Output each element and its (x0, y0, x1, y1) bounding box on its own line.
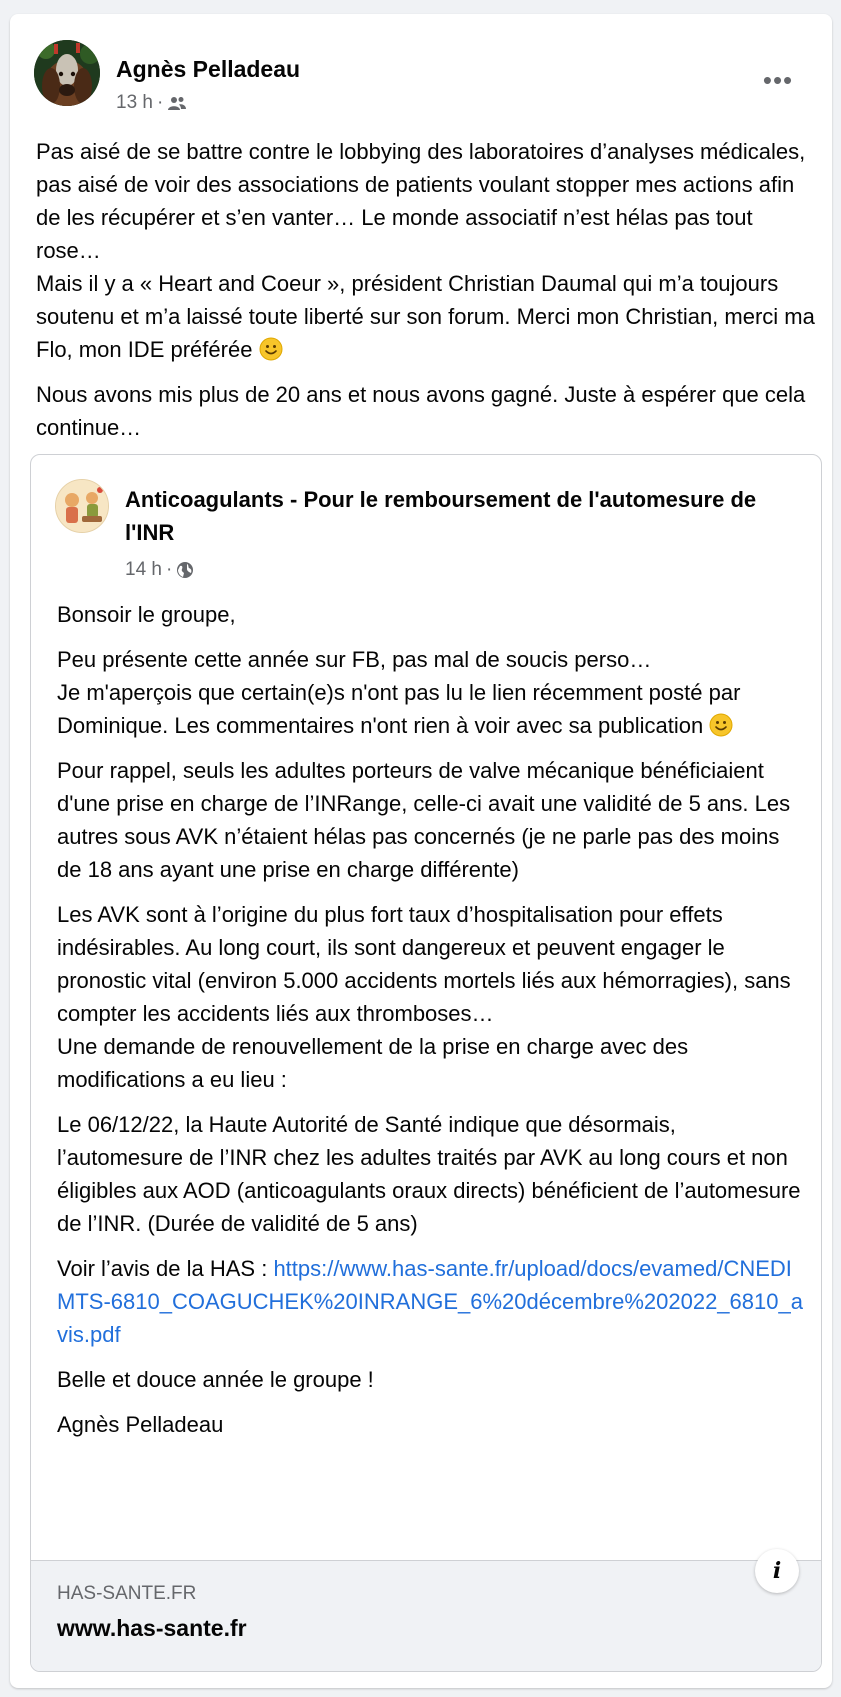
has-document-link[interactable]: https://www.has-sante.fr/upload/docs/evamed/CNEDIMTS-6810_COAGUCHEK%20INRANGE_6%20décembre%202022_6810_avis.pdf (57, 1256, 803, 1347)
shared-text-line: Les AVK sont à l’origine du plus fort taux d’hospitalisation pour effets indésirables. Au long court, ils sont dangereux et peuvent engager le pronostic vital (environ 5.000 accidents mortels liés aux hémorragies), sans compter les accidents liés aux thromboses… (57, 902, 791, 1026)
shared-post[interactable] (30, 454, 822, 1672)
meta-separator: · (156, 92, 164, 113)
post-body (36, 135, 816, 456)
post-header (34, 40, 812, 112)
shared-paragraph: Le 06/12/22, la Haute Autorité de Santé indique que désormais, l’automesure de l’INR chez les adultes traités par AVK au long cours et non éligibles aux AOD (anticoagulants oraux directs) bénéficient de l’automesure de l’INR. (Durée de validité de 5 ans) (57, 1112, 801, 1236)
shared-post-time[interactable]: 14 h (125, 559, 162, 580)
author-name[interactable]: Agnès Pelladeau (116, 56, 301, 82)
info-icon: i (772, 1558, 782, 1584)
shared-paragraph: Pour rappel, seuls les adultes porteurs de valve mécanique bénéficiaient d'une prise en charge de l’INRange, celle-ci avait une validité de 5 ans. Les autres sous AVK n’étaient hélas pas concernés (je ne parle pas des moins de 18 ans ayant une prise en charge différente) (57, 758, 791, 882)
post-paragraph (36, 378, 816, 444)
info-button[interactable] (755, 1549, 799, 1593)
link-preview-card[interactable] (31, 1560, 821, 1671)
post-paragraph (36, 135, 816, 366)
smile-emoji-icon (259, 337, 283, 361)
shared-text-line: Je m'aperçois que certain(e)s n'ont pas lu le lien récemment posté par Dominique. Les commentaires n'ont rien à voir avec sa publication (57, 680, 741, 738)
link-prefix: Voir l’avis de la HAS : (57, 1256, 274, 1281)
shared-post-header (55, 479, 801, 579)
dog-avatar-icon (34, 40, 100, 106)
link-domain: HAS-SANTE.FR (57, 1583, 197, 1604)
friends-icon[interactable] (167, 95, 187, 111)
post-text-line: Mais il y a « Heart and Coeur », président Christian Daumal qui m’a toujours soutenu et m’a laissé toute liberté sur son forum. Merci mon Christian, merci ma Flo, mon IDE préférée (36, 271, 815, 362)
group-cartoon-icon (56, 480, 109, 533)
shared-signature: Agnès Pelladeau (57, 1412, 224, 1437)
author-avatar[interactable] (34, 40, 100, 106)
shared-post-meta (125, 559, 194, 581)
post-text-line: Pas aisé de se battre contre le lobbying des laboratoires d’analyses médicales, pas aisé de voir des associations de patients voulant stopper mes actions afin de les récupérer et s’en vanter… Le monde associatif n’est hélas pas tout rose… (36, 139, 806, 263)
post-time[interactable]: 13 h (116, 92, 153, 113)
shared-text-line: Une demande de renouvellement de la prise en charge avec des modifications a eu lieu : (57, 1034, 689, 1092)
shared-post-body (57, 598, 807, 1453)
smile-emoji-icon (709, 713, 733, 737)
post-text-line: Nous avons mis plus de 20 ans et nous avons gagné. Juste à espérer que cela continue… (36, 382, 806, 440)
group-name[interactable]: Anticoagulants - Pour le remboursement de l'automesure de l'INR (125, 487, 757, 545)
globe-icon[interactable] (176, 561, 194, 579)
shared-paragraph (57, 643, 807, 742)
group-avatar[interactable] (55, 479, 109, 533)
facebook-post (10, 14, 832, 1688)
meta-separator: · (165, 559, 173, 580)
shared-paragraph: Bonsoir le groupe, (57, 602, 236, 627)
shared-text-line: Peu présente cette année sur FB, pas mal de soucis perso… (57, 647, 652, 672)
post-meta (116, 92, 187, 114)
shared-paragraph (57, 898, 807, 1096)
shared-paragraph: Belle et douce année le groupe ! (57, 1367, 374, 1392)
more-dots-icon: ••• (762, 64, 794, 95)
shared-paragraph (57, 1252, 807, 1351)
more-options-button[interactable] (758, 60, 798, 100)
link-title[interactable]: www.has-sante.fr (57, 1615, 247, 1641)
